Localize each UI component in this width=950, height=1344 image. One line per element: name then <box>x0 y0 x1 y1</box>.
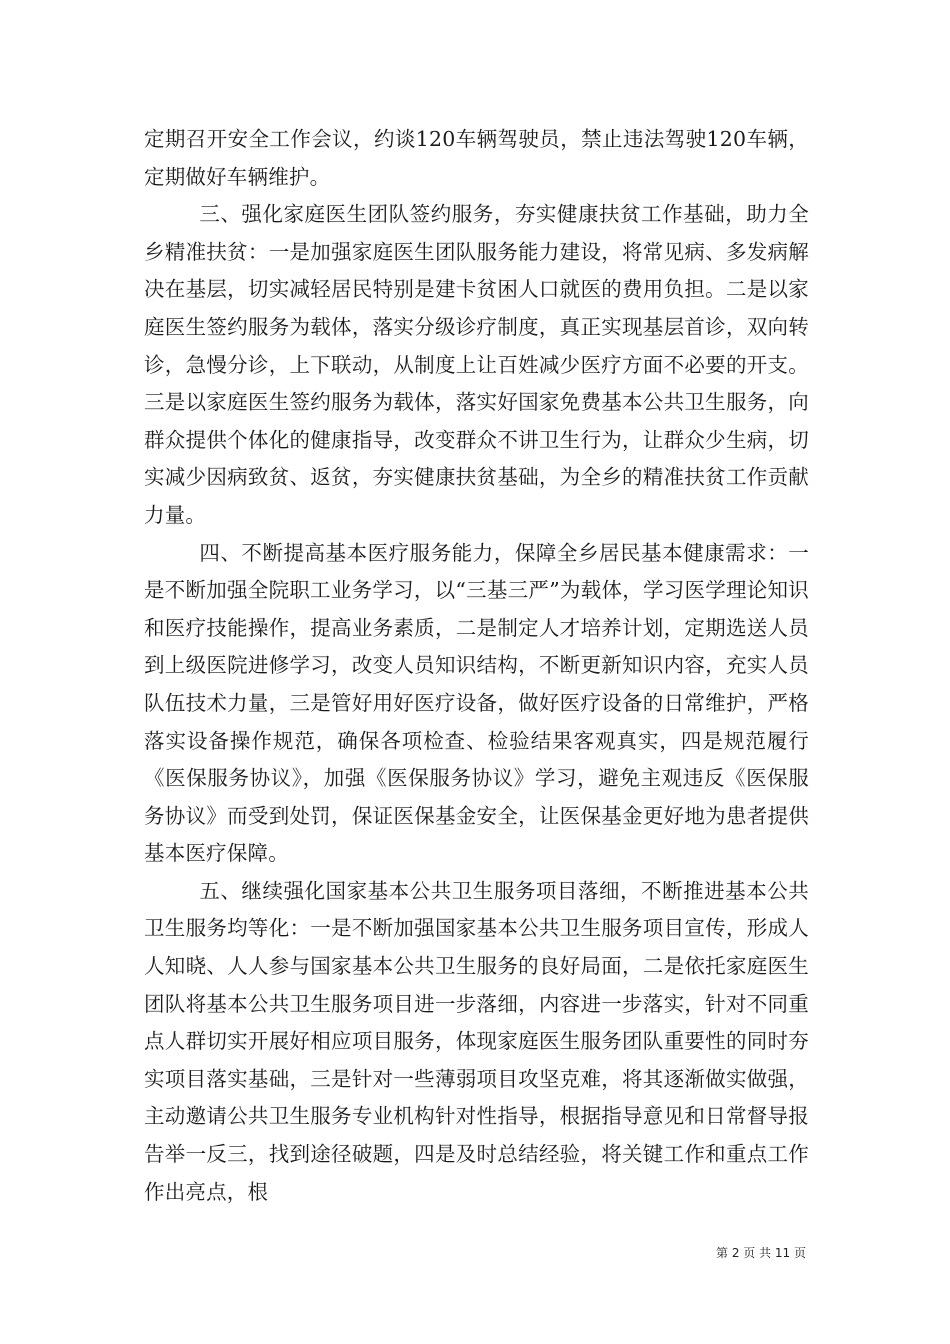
page-number-footer: 第 2 页 共 11 页 <box>716 1246 806 1260</box>
paragraph-section-5: 五、继续强化国家基本公共卫生服务项目落细，不断推进基本公共卫生服务均等化：一是不断加强国家基本公共卫生服务项目宣传，形成人人知晓、人人参与国家基本公共卫生服务的良好局面，二是依托家庭医生团队将基本公共卫生服务项目进一步落细，内容进一步落实，针对不同重点人群切实开展好相应项目服务，体现家庭医生服务团队重要性的同时夯实项目落实基础，三是针对一些薄弱项目攻坚克难，将其逐渐做实做强，主动邀请公共卫生服务专业机构针对性指导，根据指导意见和日常督导报告举一反三，找到途径破题，四是及时总结经验，将关键工作和重点工作作出亮点，根 <box>144 878 809 1204</box>
paragraph-continuation: 定期召开安全工作会议，约谈120车辆驾驶员，禁止违法驾驶120车辆，定期做好车辆维护。 <box>144 127 809 189</box>
paragraph-section-3: 三、强化家庭医生团队签约服务，夯实健康扶贫工作基础，助力全乡精准扶贫：一是加强家庭医生团队服务能力建设，将常见病、多发病解决在基层，切实减轻居民特别是建卡贫困人口就医的费用负担。二是以家庭医生签约服务为载体，落实分级诊疗制度，真正实现基层首诊，双向转诊，急慢分诊，上下联动，从制度上让百姓减少医疗方面不必要的开支。三是以家庭医生签约服务为载体，落实好国家免费基本公共卫生服务，向群众提供个体化的健康指导，改变群众不讲卫生行为，让群众少生病，切实减少因病致贫、返贫，夯实健康扶贫基础，为全乡的精准扶贫工作贡献力量。 <box>144 202 809 527</box>
paragraph-section-4: 四、不断提高基本医疗服务能力，保障全乡居民基本健康需求：一是不断加强全院职工业务学习，以“三基三严”为载体，学习医学理论知识和医疗技能操作，提高业务素质，二是制定人才培养计划，定期选送人员到上级医院进修学习，改变人员知识结构，不断更新知识内容，充实人员队伍技术力量，三是管好用好医疗设备，做好医疗设备的日常维护，严格落实设备操作规范，确保各项检查、检验结果客观真实，四是规范履行《医保服务协议》，加强《医保服务协议》学习，避免主观违反《医保服务协议》而受到处罚，保证医保基金安全，让医保基金更好地为患者提供基本医疗保障。 <box>144 540 809 866</box>
document-body <box>144 121 809 1211</box>
